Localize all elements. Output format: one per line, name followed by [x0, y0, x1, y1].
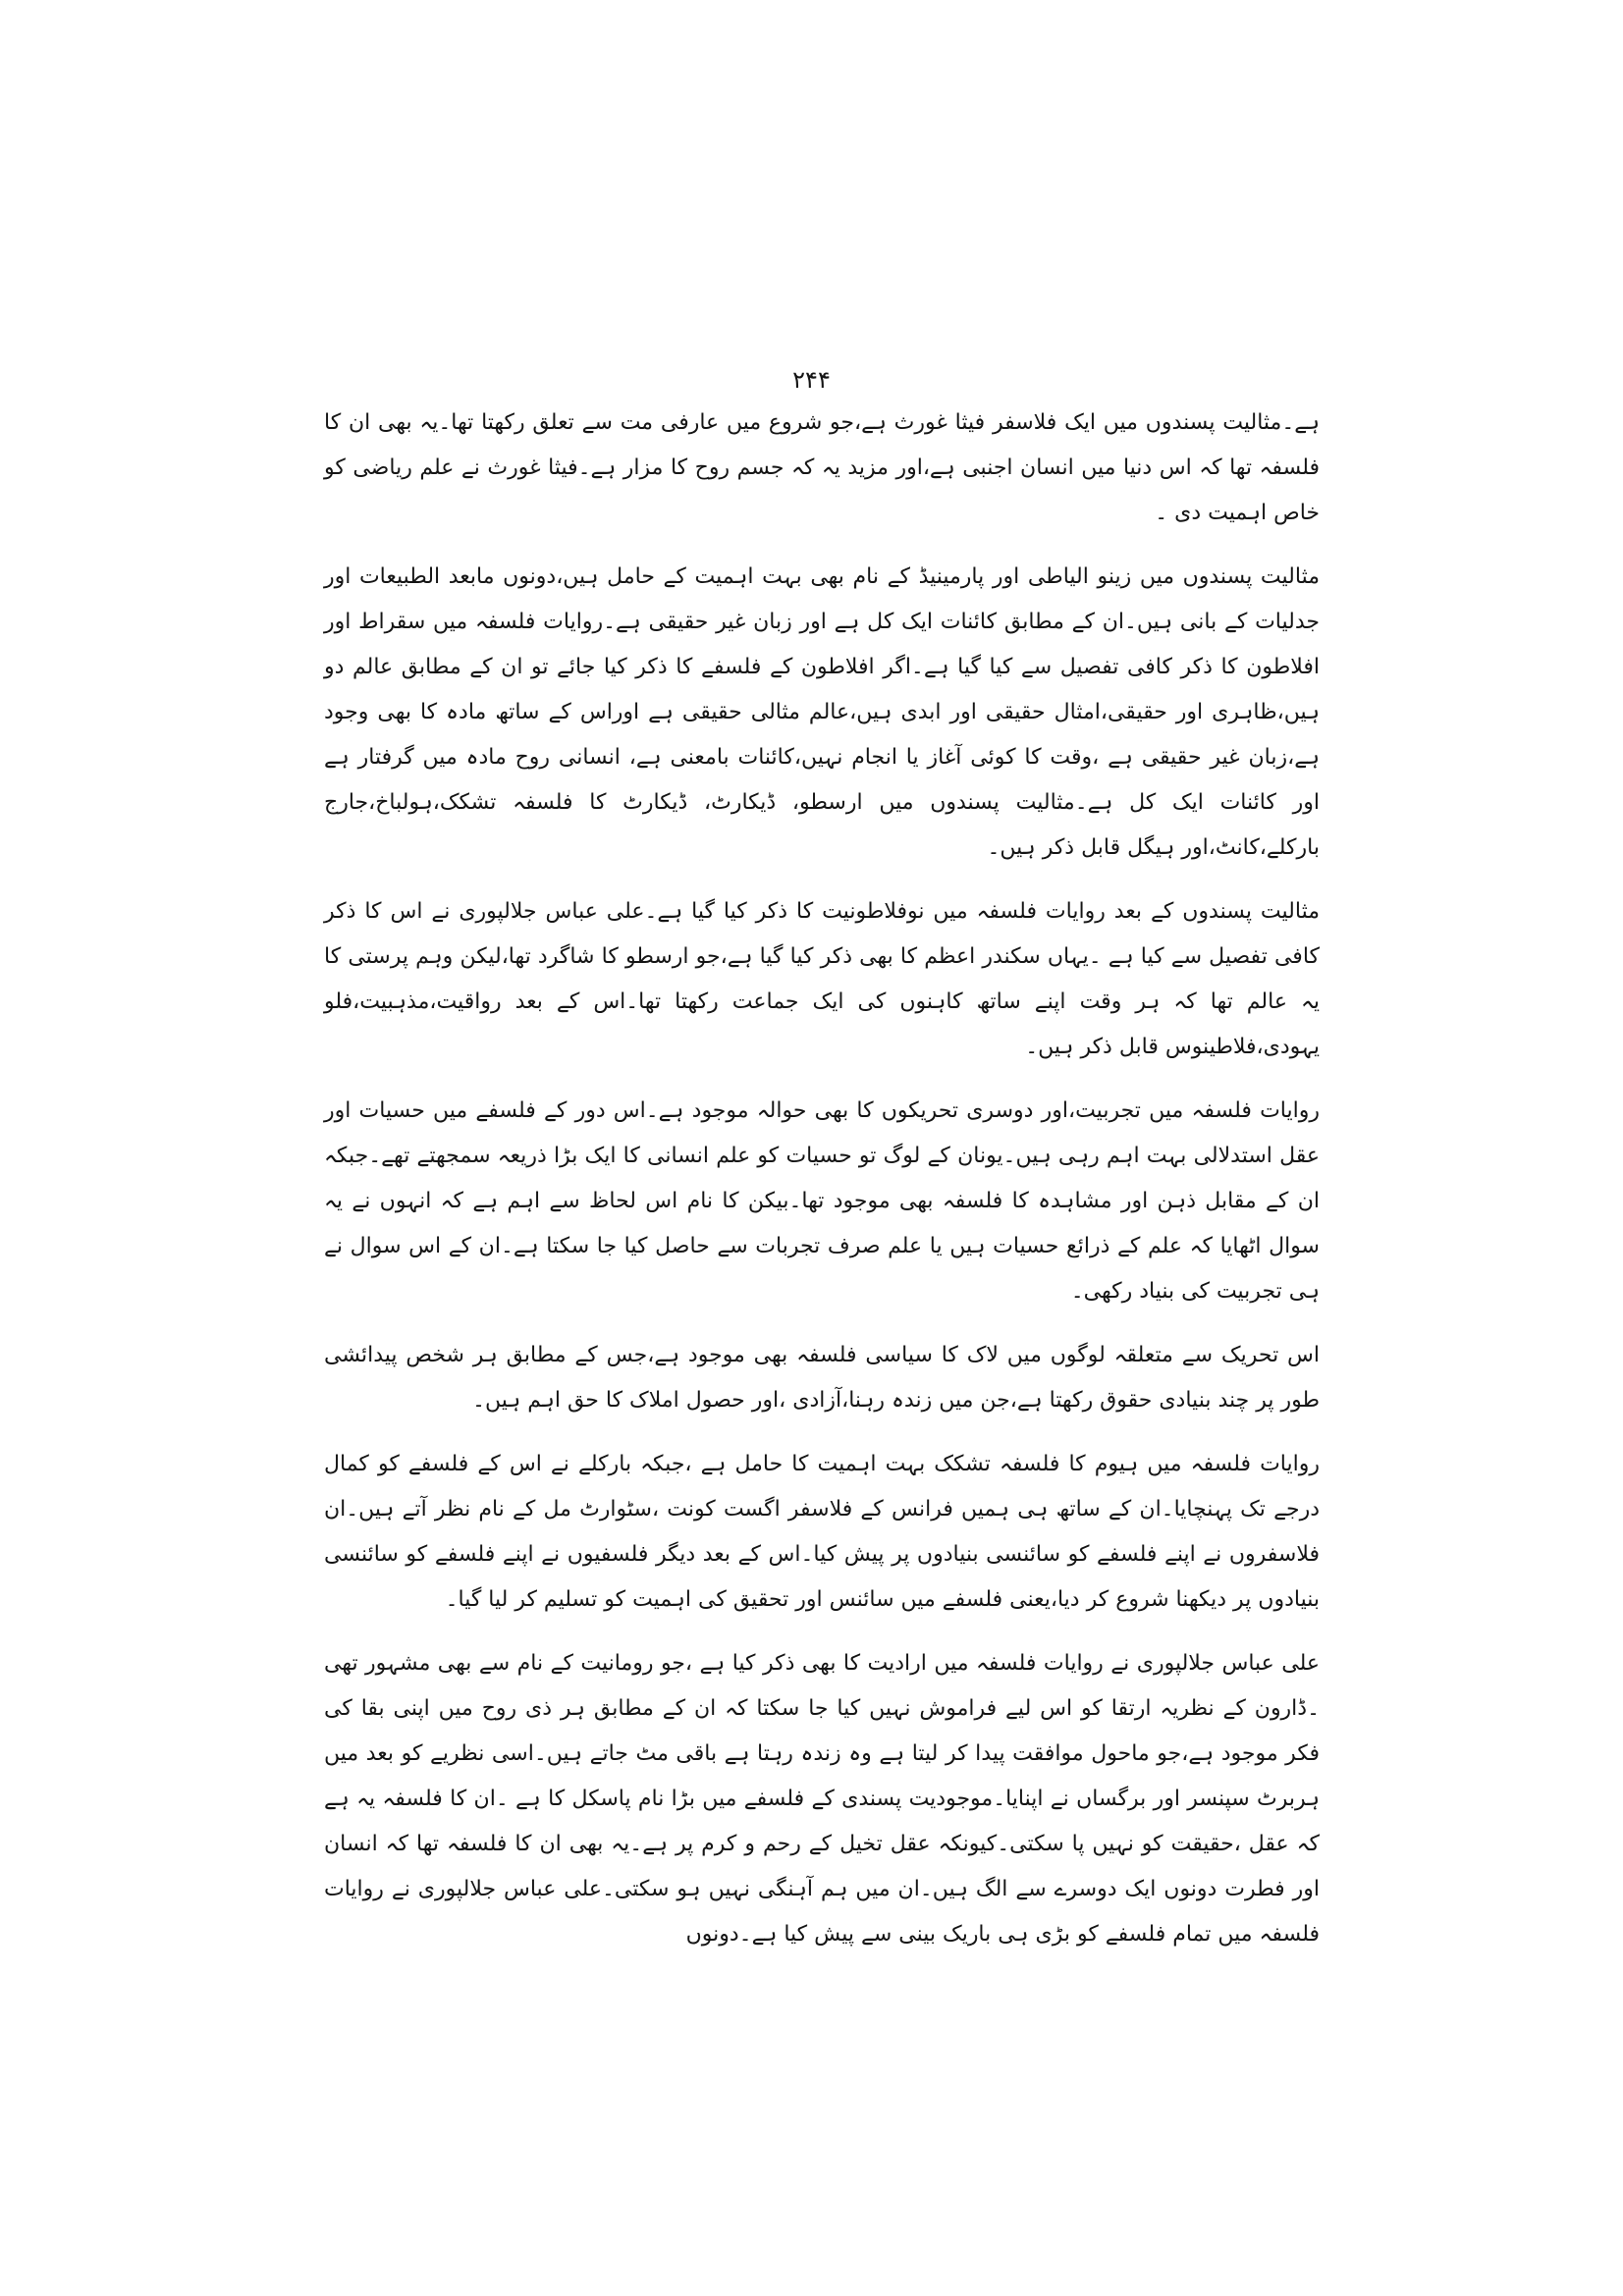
paragraph: مثالیت پسندوں کے بعد روایات فلسفہ میں نوفلاطونیت کا ذکر کیا گیا ہے۔علی عباس جلالپوری نے اس کا ذکر کافی تفصیل سے کیا ہے ۔یہاں سکندر اعظم کا بھی ذکر کیا گیا ہے،جو ارسطو کا شاگرد تھا،لیکن وہم پرستی کا یہ عالم تھا کہ ہر وقت اپنے ساتھ کاہنوں کی ایک جماعت رکھتا تھا۔اس کے بعد رواقیت،مذہبیت،فلو یہودی،فلاطینوس قابل ذکر ہیں۔	[324, 899, 1320, 1059]
paragraph: اس تحریک سے متعلقہ لوگوں میں لاک کا سیاسی فلسفہ بھی موجود ہے،جس کے مطابق ہر شخص پیدائشی طور پر چند بنیادی حقوق رکھتا ہے،جن میں زندہ رہنا،آزادی ،اور حصول املاک کا حق اہم ہیں۔	[324, 1343, 1320, 1413]
body-text	[324, 400, 1320, 1976]
paragraph: ہے۔مثالیت پسندوں میں ایک فلاسفر فیثا غورث ہے،جو شروع میں عارفی مت سے تعلق رکھتا تھا۔یہ بھی ان کا فلسفہ تھا کہ اس دنیا میں انسان اجنبی ہے،اور مزید یہ کہ جسم روح کا مزار ہے۔فیثا غورث نے علم ریاضی کو خاص اہمیت دی ۔	[324, 410, 1320, 525]
paragraph: روایات فلسفہ میں تجربیت،اور دوسری تحریکوں کا بھی حوالہ موجود ہے۔اس دور کے فلسفے میں حسیات اور عقل استدلالی بہت اہم رہی ہیں۔یونان کے لوگ تو حسیات کو علم انسانی کا ایک بڑا ذریعہ سمجھتے تھے۔جبکہ ان کے مقابل ذہن اور مشاہدہ کا فلسفہ بھی موجود تھا۔بیکن کا نام اس لحاظ سے اہم ہے کہ انہوں نے یہ سوال اٹھایا کہ علم کے ذرائع حسیات ہیں یا علم صرف تجربات سے حاصل کیا جا سکتا ہے۔ان کے اس سوال نے ہی تجربیت کی بنیاد رکھی۔	[324, 1098, 1320, 1304]
page-number: ۲۴۴	[792, 366, 831, 394]
paragraph: مثالیت پسندوں میں زینو الیاطی اور پارمینیڈ کے نام بھی بہت اہمیت کے حامل ہیں،دونوں مابعد الطبیعات اور جدلیات کے بانی ہیں۔ان کے مطابق کائنات ایک کل ہے اور زبان غیر حقیقی ہے۔روایات فلسفہ میں سقراط اور افلاطون کا ذکر کافی تفصیل سے کیا گیا ہے۔اگر افلاطون کے فلسفے کا ذکر کیا جائے تو ان کے مطابق عالم دو ہیں،ظاہری اور حقیقی،امثال حقیقی اور ابدی ہیں،عالم مثالی حقیقی ہے اوراس کے ساتھ مادہ کا بھی وجود ہے،زبان غیر حقیقی ہے ،وقت کا کوئی آغاز یا انجام نہیں،کائنات بامعنی ہے، انسانی روح مادہ میں گرفتار ہے اور کائنات ایک کل ہے۔مثالیت پسندوں میں ارسطو، ڈیکارٹ، ڈیکارٹ کا فلسفہ تشکک،ہولباخ،جارج بارکلے،کانٹ،اور ہیگل قابل ذکر ہیں۔	[324, 564, 1320, 860]
paragraph: روایات فلسفہ میں ہیوم کا فلسفہ تشکک بہت اہمیت کا حامل ہے ،جبکہ بارکلے نے اس کے فلسفے کو کمال درجے تک پہنچایا۔ان کے ساتھ ہی ہمیں فرانس کے فلاسفر اگست کونت ،سٹوارٹ مل کے نام نظر آتے ہیں۔ان فلاسفروں نے اپنے فلسفے کو سائنسی بنیادوں پر پیش کیا۔اس کے بعد دیگر فلسفیوں نے اپنے فلسفے کو سائنسی بنیادوں پر دیکھنا شروع کر دیا،یعنی فلسفے میں سائنس اور تحقیق کی اہمیت کو تسلیم کر لیا گیا۔	[324, 1452, 1320, 1612]
paragraph: علی عباس جلالپوری نے روایات فلسفہ میں ارادیت کا بھی ذکر کیا ہے ،جو رومانیت کے نام سے بھی مشہور تھی ۔ڈارون کے نظریہ ارتقا کو اس لیے فراموش نہیں کیا جا سکتا کہ ان کے مطابق ہر ذی روح میں اپنی بقا کی فکر موجود ہے،جو ماحول موافقت پیدا کر لیتا ہے وہ زندہ رہتا ہے باقی مٹ جاتے ہیں۔اسی نظریے کو بعد میں ہربرٹ سپنسر اور برگساں نے اپنایا۔موجودیت پسندی کے فلسفے میں بڑا نام پاسکل کا ہے ۔ان کا فلسفہ یہ ہے کہ عقل ،حقیقت کو نہیں پا سکتی۔کیونکہ عقل تخیل کے رحم و کرم پر ہے۔یہ بھی ان کا فلسفہ تھا کہ انسان اور فطرت دونوں ایک دوسرے سے الگ ہیں۔ان میں ہم آہنگی نہیں ہو سکتی۔علی عباس جلالپوری نے روایات فلسفہ میں تمام فلسفے کو بڑی ہی باریک بینی سے پیش کیا ہے۔دونوں	[324, 1651, 1320, 1947]
